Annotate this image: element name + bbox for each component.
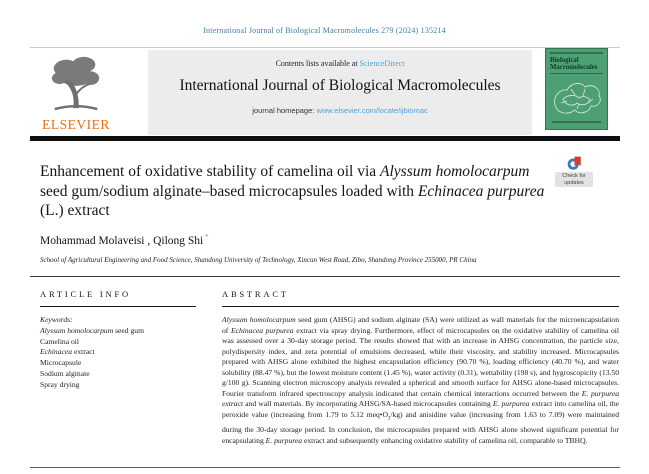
elsevier-tree-icon [47, 52, 105, 114]
article-authors: Mohammad Molaveisi , Qilong Shi * [40, 233, 209, 247]
abstract-text: Alyssum homolocarpum seed gum (AHSG) and sodium alginate (SA) were utilized as wall materials for the microencapsulation of Echinacea purpurea extract via spray drying. Furthermore, effect of microcapsules on the oxidative stability of camelina oil was assessed over a 30-day storage period. The results showed that with an increase in AHSG concentration, the particle size, polydispersity index, and zeta potential of emulsions decreased, while their viscosity, and stability increased. Microcapsules prepared with AHSG alone exhibited the highest encapsulation efficiency (90.70 %), loading efficiency (40.70 %), and water solubility (88.47 %), but the lowest moisture content (1.45 %), water activity (0.31), wettability (198 s), and hygroscopicity (13.50 g/100 g). Scanning electron microscopy analysis revealed a spherical and smooth surface for AHSG alone-based microcapsules. Fourier transform infrared spectroscopy analysis indicated that certain chemical interactions occurred between the E. purpurea extract and wall materials. By incorporating AHSG/SA-based microcapsules containing E. purpurea extract into camelina oil, the peroxide value (increasing from 1.79 to 5.12 $meq•O_2/kg$) and anisidine value (increasing from 1.63 to 7.09) were maintained during the 30-day storage period. In conclusion, the microcapsules prepared with AHSG alone showed significant potential for encapsulating E. purpurea extract and subsequently enhancing oxidative stability of camelina oil, comparable to TBHQ. [222, 315, 620, 445]
elsevier-logo[interactable] [36, 52, 116, 136]
cover-title-line1: Biological [550, 57, 579, 64]
section-divider [30, 276, 620, 277]
cover-footer-rule [552, 121, 601, 123]
crossmark-icon [567, 156, 582, 171]
cover-title [550, 57, 607, 71]
cover-rule [550, 73, 603, 74]
sciencedirect-link[interactable]: ScienceDirect [359, 59, 405, 68]
journal-title: International Journal of Biological Macromolecules [179, 77, 501, 94]
cover-molecule-sketch-icon [549, 75, 604, 121]
header-top-rule [30, 47, 620, 48]
keyword-item: Microcapsule [40, 358, 82, 368]
article-info-section [40, 289, 196, 391]
header-divider-bar [30, 136, 620, 141]
journal-banner [148, 50, 532, 135]
homepage-line [148, 106, 532, 115]
abstract-section [222, 289, 619, 446]
cover-masthead-rule [550, 52, 603, 54]
check-for-updates-badge[interactable] [548, 156, 600, 190]
homepage-label: journal homepage: [252, 106, 317, 115]
keyword-item: Camelina oil [40, 336, 80, 346]
contents-text: Contents lists available at [275, 59, 360, 68]
journal-homepage-link[interactable]: www.elsevier.com/locate/ijbiomac [316, 106, 428, 115]
journal-citation-line: International Journal of Biological Macromolecules 279 (2024) 135214 [203, 26, 446, 35]
keyword-item: Alyssum homolocarpum seed gum [40, 325, 144, 335]
keyword-item: Spray drying [40, 379, 80, 389]
contents-line [148, 59, 532, 68]
cover-title-line2: Macromolecules [550, 64, 598, 72]
keywords-label: Keywords: [40, 315, 73, 324]
bottom-divider [30, 467, 620, 468]
keyword-item: Echinacea extract [40, 347, 95, 357]
article-affiliation: School of Agricultural Engineering and Food Science, Shandong University of Technology, Xincun West Road, Zibo, Shandong Province 255000, PR China [40, 256, 477, 264]
check-for-updates-label: Check for updates [555, 172, 593, 187]
abstract-heading: ABSTRACT [222, 289, 619, 307]
journal-cover-thumbnail[interactable] [545, 48, 608, 130]
article-info-heading: ARTICLE INFO [40, 289, 196, 307]
keyword-item: Sodium alginate [40, 368, 90, 378]
article-title: Enhancement of oxidative stability of camelina oil via Alyssum homolocarpum seed gum/sodium alginate–based microcapsules loaded with Echinacea purpurea (L.) extract [40, 163, 545, 219]
elsevier-wordmark: ELSEVIER [42, 117, 110, 132]
